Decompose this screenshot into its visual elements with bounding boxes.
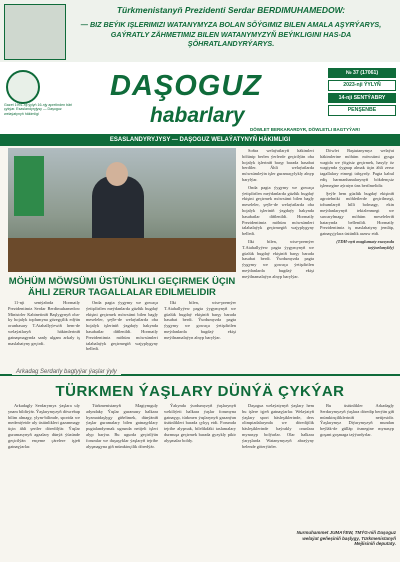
article1-column-2: [86, 300, 158, 366]
article2-column-3: [164, 403, 236, 558]
founder-text: Gazet 1991-nji ýylyň 16-njy aprelinden bäri çykýar. Esaslandyryjysy — Daşoguz welaýatynyň häkimligi: [4, 103, 73, 116]
article2-col5-text: Bu üstünlikler Arkadagly Serdarymyzyň ýaşlara döredip berýän giň mümkinçilikleriniň netijesidir. Ýaşlarymyz Diýarymyzyň mundan beýläk-de gülläp ösmegine mynasyp goşant goşmaga taýýardyrlar.: [320, 403, 394, 437]
article2-col2-text: Türkmenistanyň Magtymguly adyndaky Ýaşlar guramasy halkara hyzmatdaşlygy giňeltmek, dünýäniň ýaşlar guramalary bilen gatnaşyklary pugtalandyrmak ugrunda netijeli işleri alyp barýar. Bu ugurda geçirilýän forumlar we duşuşyklar ýaşlaryň tejribe alyşmagyna giň mümkinçilik döredýär.: [86, 403, 158, 449]
article1-signature: (TDH-nyň maglumaty esasynda taýýarlanyldy): [336, 238, 394, 250]
banner-quote-heading: Türkmenistanyň Prezidenti Serdar BERDIMUHAMEDOW:: [116, 5, 346, 15]
masthead-slogan: DÖWLET BERKARARDYR, DÖWLETLI BAGTYÝAR!: [250, 127, 360, 132]
desk: [8, 238, 236, 272]
lead-photo: [8, 148, 236, 272]
article1-column-3: [164, 300, 236, 366]
article1-col6-text: Şeýle hem güzlük bugdaý ekişiniň agrotehniki möhletlerde geçirilmegi, tohumlaryň hilli bolmagy, ekin meýdanlarynyň tekizlenmegi we suwarylmagy möhüm meseleleriň hatarynda bellenildi. Hormatly Prezidentimiz iş maslahatyny jemläp, gatnaşyjylara üstünlik arzuw etdi.: [320, 190, 394, 237]
article2-col1-text: Arkadagly Serdarymyz ýaşlara uly ynam bildirýär. Ýaşlarymyzyň döwrebap bilim almagy, ylym-bilimde, sportda we medeniýetde uly üstünlikleri gazanmagy üçin ähli şertler döredilýär. Ýaşlar guramasynyň agzalary dünýä ýüzünde geçirilýän ençeme çärelere işjeň gatnaşýarlar.: [8, 403, 80, 449]
section-divider: [0, 369, 400, 381]
president-portrait: [4, 4, 66, 60]
banner-quote-text: [68, 20, 394, 49]
article2-author: Nurmuhammet JUMAÝEW, TMÝG-niň Daşoguz welaýat geňeşiniň başlygy, Türkmenistanyň Mejlisiniň deputaty.: [296, 530, 396, 546]
article1-headline: MÖHÜM MÖWSÜMI ÜSTÜNLIKLI GEÇIRMEK ÜÇIN ÄHLI ZERUR TAGALLALAR EDILMELIDIR: [8, 276, 236, 298]
article1-col4-text: Soňra welaýatlaryň häkimleri bölünip berlen ýerlerde geçirilýän oba hojalyk işleriniň barşy barada hasabat berdiler. Ähli welaýatlarda möwsümleýin işler guramaçylykly alnyp barylýar.: [242, 148, 314, 182]
state-emblem-icon: [6, 70, 40, 104]
article2-column-2: [86, 403, 158, 558]
article1-col2-text: Onda pagta ýygymy we gowaça ýetişdirilen meýdanlarda güzlük bugdaý ekişini geçirmek möwsümi bilen bagly meseleler, şeýle-de welaýatlarda oba hojalyk işleriniň ýagdaýy hakynda hasabatlar diňlenildi. Hormatly Prezidentimiz möhüm möwsümleri talabalaýyk geçirmegiň wajyplygyny belledi.: [86, 300, 158, 352]
flag-icon: [14, 156, 44, 216]
issue-number: № 37 (17061): [328, 68, 396, 78]
article1-column-5: [320, 148, 394, 366]
article2-col3-text: Ýakynda ýurdumyzyň ýaşlarynyň wekiliýeti halkara ýaşlar forumyna gatnaşyp, türkmen ýaşlarynyň gazanýan üstünlikleri barada çykyş etdi. Forumda tejribe alyşmak, bilelikdäki taslamalary durmuşa geçirmek barada gyzykly pikir alyşmalar boldy.: [164, 403, 236, 443]
top-banner: [0, 0, 400, 64]
banner-quote-line2: — BIZ BEÝIK IŞLERIMIZI WATANYMYZA BOLAN SÖÝGIMIZ BILEN AMALA AŞYRÝARYS,: [80, 20, 382, 29]
divider-caption: Arkadag Serdarly bagtyýar ýaşlar ýyly: [12, 369, 121, 375]
article2-headline: TÜRKMEN ÝAŞLARY DÜNÝÄ ÇYKÝAR: [55, 383, 345, 400]
issue-weekday: PENŞENBE: [328, 105, 396, 116]
issue-date: 14-nji SENTÝABRY: [328, 93, 396, 103]
article1-column-1: [8, 300, 80, 366]
article2-col4-text: Daşoguz welaýatynyň ýaşlary hem bu işlere işjeň gatnaşýarlar. Welaýatyň ýaşlary sport bäsleşiklerinde, ders olimpiadalarynda we döredijilik bäsleşiklerinde baýrakly orunlara mynasyp bolýarlar. Olar halkara ýaryşlarda Watanymyzyň abraýyny belende göterýärler.: [242, 403, 314, 449]
article1-col3-text: Ilki bilen, wise-premýer T.Atahallyýew pagta ýygymynyň we güzlük bugdaý ekişiniň barşy barada hasabat berdi. Ýurdumyzda pagta ýygymy we gowaça ýetişdirilen meýdanlarda bugdaý ekişi meýilnamalaýyn alnyp barylýar.: [164, 300, 236, 340]
issue-info: [328, 68, 396, 118]
president-head: [106, 162, 128, 186]
founder-bar: ESASLANDYRYJYSY — DAŞOGUZ WELAÝATYNYŇ HÄKIMLIGI: [0, 134, 400, 146]
article1-col1-text: 11-nji sentýabrda Hormatly Prezidentimiz Serdar Berdimuhamedow Ministrler Kabinetiniň Başlygynyň oba-ky hojalyk toplumyna gözegçilik edýän orunbasary T.Atahallyýewiň hem-de welaýatlaryň häkimleriniň gatnaşmagynda sanly ulgam arkaly iş maslahatyny geçirdi.: [8, 300, 80, 346]
issue-year: 2023-nji ÝYLYŇ: [328, 80, 396, 91]
article2-column-1: [8, 403, 80, 558]
newspaper-subtitle: habarlary: [150, 104, 245, 127]
article1-col5-text: Döwlet Baştutanymyz welaýat häkimlerine möhüm möwsümi gysga wagtda we ýitgisiz geçirmek, hasyly öz wagtynda ýygnap almak üçin ähli zerur tagallalary etmegi tabşyrdy. Pagta kabul ediş harmanhanalarynyň bökdençsiz işlemegine aýratyn üns berilmelidir.: [320, 148, 394, 188]
article1-col4-extra2: Ilki bilen, wise-premýer T.Atahallyýew pagta ýygymynyň we güzlük bugdaý ekişiniň barşy barada hasabat berdi. Ýurdumyzda pagta ýygymy we gowaça ýetişdirilen meýdanlarda bugdaý ekişi meýilnamalaýyn alnyp barylýar.: [242, 238, 314, 279]
banner-quote-line3: GAÝRATLY ZÄHMETIMIZ BILEN WATANYMYZYŇ BEÝIKLIGINI HAS-DA ŞÖHRATLANDYRÝARYS.: [110, 29, 352, 48]
article1-col4-extra: Onda pagta ýygymy we gowaça ýetişdirilen meýdanlarda güzlük bugdaý ekişini geçirmek möwsümi bilen bagly meseleler, şeýle-de welaýatlarda oba hojalyk işleriniň ýagdaýy hakynda hasabatlar diňlenildi. Hormatly Prezidentimiz möhüm möwsümleri talabalaýyk geçirmegiň wajyplygyny belledi.: [242, 184, 314, 237]
newspaper-title: DAŞOGUZ: [110, 70, 262, 102]
article1-column-4: [242, 148, 314, 366]
article2-column-5: [320, 403, 394, 527]
